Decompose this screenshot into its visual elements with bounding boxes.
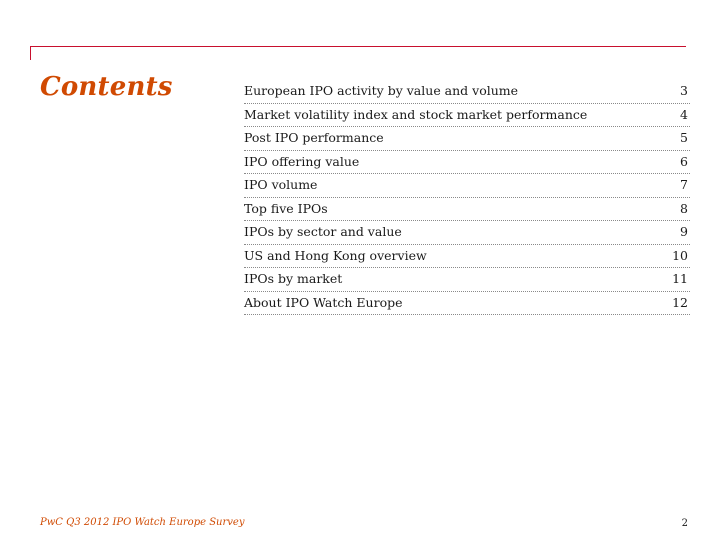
toc-entry-label: Market volatility index and stock market performance — [244, 106, 588, 122]
toc-entry-page: 10 — [672, 247, 688, 263]
toc-entry[interactable] — [244, 245, 690, 269]
footer-source: PwC Q3 2012 IPO Watch Europe Survey — [40, 517, 245, 528]
footer-page-number: 2 — [681, 518, 688, 529]
toc-entry-label: Top five IPOs — [244, 200, 328, 216]
toc-entry-page: 4 — [680, 106, 688, 122]
toc-entry-page: 3 — [680, 83, 688, 98]
toc-entry-label: IPOs by sector and value — [244, 224, 402, 239]
toc-entry-page: 7 — [680, 177, 688, 192]
toc-entry[interactable] — [244, 127, 690, 151]
toc-entry-label: Post IPO performance — [244, 130, 384, 145]
toc-entry[interactable] — [244, 80, 690, 104]
toc-entry-page: 8 — [680, 200, 688, 216]
toc-entry[interactable] — [244, 104, 690, 128]
table-of-contents — [244, 80, 690, 315]
toc-entry[interactable] — [244, 198, 690, 222]
header-rule-tick — [30, 46, 31, 60]
page-title: Contents — [40, 72, 173, 102]
toc-entry-label: European IPO activity by value and volume — [244, 83, 519, 98]
toc-entry-label: IPO offering value — [244, 153, 360, 169]
toc-entry-page: 6 — [680, 153, 688, 169]
toc-entry[interactable] — [244, 221, 690, 245]
toc-entry-label: IPOs by market — [244, 271, 343, 286]
toc-entry[interactable] — [244, 292, 690, 316]
toc-entry[interactable] — [244, 174, 690, 198]
toc-entry-label: US and Hong Kong overview — [244, 247, 427, 263]
toc-entry-page: 5 — [680, 130, 688, 145]
header-rule — [30, 46, 686, 47]
toc-entry[interactable] — [244, 268, 690, 292]
toc-entry-page: 9 — [680, 224, 688, 239]
toc-entry-label: IPO volume — [244, 177, 318, 192]
toc-entry-page: 12 — [672, 294, 688, 310]
toc-entry[interactable] — [244, 151, 690, 175]
toc-entry-page: 11 — [672, 271, 688, 286]
toc-entry-label: About IPO Watch Europe — [244, 294, 403, 310]
